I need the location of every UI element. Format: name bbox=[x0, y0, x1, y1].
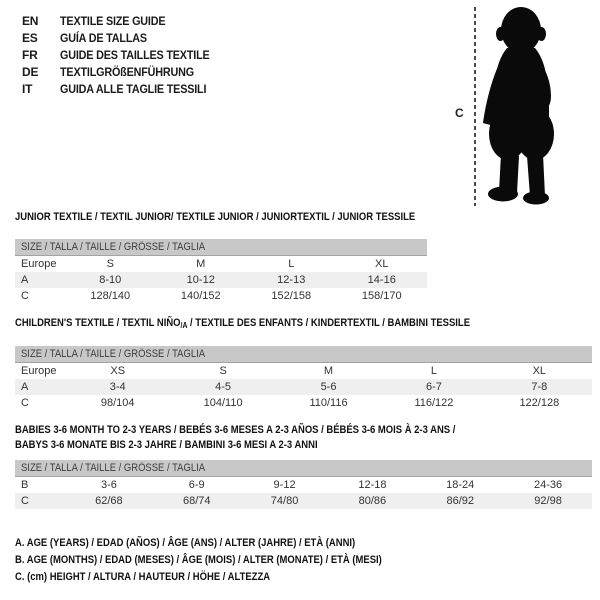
footnote-b bbox=[15, 552, 442, 569]
language-code: IT bbox=[22, 81, 33, 96]
size-bar bbox=[15, 346, 592, 363]
section-title-babies-line1: BABIES 3-6 MONTH TO 2-3 YEARS / BEBÉS 3-6 MESES A 2-3 AÑOS / BÉBÉS 3-6 MOIS À 2-3 ANS / bbox=[15, 424, 456, 436]
value-cell: 98/104 bbox=[100, 397, 135, 409]
table-header-row bbox=[15, 363, 592, 379]
language-title: GUIDA ALLE TAGLIE TESSILI bbox=[60, 81, 207, 96]
table-row-a bbox=[15, 272, 427, 288]
table-row-b bbox=[15, 477, 592, 493]
size-bar-label: SIZE / TALLA / TAILLE / GRÖSSE / TAGLIA bbox=[21, 241, 206, 253]
title-part-sub: /A bbox=[180, 321, 188, 330]
value-cell: 12-13 bbox=[277, 274, 306, 286]
size-header-cell: L bbox=[288, 258, 295, 270]
language-code: EN bbox=[22, 13, 39, 28]
height-measure-label: C bbox=[455, 106, 464, 120]
value-cell: 3-4 bbox=[109, 381, 126, 393]
size-header-cell: XS bbox=[110, 365, 126, 377]
value-cell: 9-12 bbox=[273, 479, 296, 491]
size-bar bbox=[15, 239, 427, 256]
title-part-after: / TEXTILE DES ENFANTS / KINDERTEXTIL / BAMBINI TESSILE bbox=[187, 317, 471, 329]
value-cell: 152/158 bbox=[271, 290, 312, 302]
value-cell: 4-5 bbox=[215, 381, 232, 393]
footnote-c-text: C. (cm) HEIGHT / ALTURA / HAUTEUR / HÖHE / ALTEZZA bbox=[15, 571, 271, 583]
value-cell: 14-16 bbox=[367, 274, 396, 286]
value-cell: 12-18 bbox=[358, 479, 387, 491]
size-bar-label: SIZE / TALLA / TAILLE / GRÖSSE / TAGLIA bbox=[21, 348, 206, 360]
size-header-cell: L bbox=[430, 365, 437, 377]
value-cell: 116/122 bbox=[414, 397, 454, 409]
footnote-c bbox=[15, 569, 442, 586]
row-label: C bbox=[21, 290, 29, 302]
row-label: C bbox=[21, 397, 29, 409]
language-row-en bbox=[22, 12, 226, 29]
value-cell: 140/152 bbox=[180, 290, 221, 302]
value-cell: 5-6 bbox=[320, 381, 337, 393]
value-cell: 7-8 bbox=[531, 381, 548, 393]
value-cell: 62/68 bbox=[95, 495, 123, 507]
footnote-a bbox=[15, 535, 442, 552]
section-title-babies-line2: BABYS 3-6 MONATE BIS 2-3 JAHRE / BAMBINI 3-6 MESI A 2-3 ANNI bbox=[15, 439, 318, 451]
value-cell: 6-9 bbox=[188, 479, 205, 491]
language-title: GUIDE DES TAILLES TEXTILE bbox=[60, 47, 210, 62]
size-header-cell: M bbox=[196, 258, 206, 270]
size-header-cell: S bbox=[219, 365, 227, 377]
table-header-row bbox=[15, 256, 427, 272]
value-cell: 74/80 bbox=[270, 495, 299, 507]
language-title: TEXTILGRÖßENFÜHRUNG bbox=[60, 64, 194, 79]
size-header-cell: XL bbox=[532, 365, 547, 377]
language-code: DE bbox=[22, 64, 39, 79]
value-cell: 104/110 bbox=[203, 397, 243, 409]
children-size-table bbox=[15, 346, 592, 411]
section-title-children-text bbox=[15, 317, 470, 330]
table-row-c bbox=[15, 395, 592, 411]
language-row-de bbox=[22, 63, 226, 80]
row-label: Europe bbox=[21, 365, 57, 377]
height-measure-dashed-line bbox=[474, 7, 476, 206]
value-cell: 80/86 bbox=[358, 495, 387, 507]
language-title: TEXTILE SIZE GUIDE bbox=[60, 13, 166, 28]
size-bar bbox=[15, 460, 592, 477]
language-row-es bbox=[22, 29, 226, 46]
value-cell: 86/92 bbox=[446, 495, 474, 507]
footnote-b-text: B. AGE (MONTHS) / EDAD (MESES) / ÂGE (MOIS) / ALTER (MONATE) / ETÀ (MESI) bbox=[15, 554, 382, 566]
value-cell: 6-7 bbox=[425, 381, 442, 393]
section-title-children bbox=[15, 317, 544, 330]
row-label: A bbox=[21, 274, 29, 286]
value-cell: 8-10 bbox=[99, 274, 122, 286]
baby-silhouette-icon bbox=[481, 6, 567, 207]
section-title-junior bbox=[15, 211, 480, 223]
value-cell: 110/116 bbox=[309, 397, 348, 409]
value-cell: 92/98 bbox=[534, 495, 562, 507]
row-label: B bbox=[21, 479, 29, 491]
babies-size-table bbox=[15, 460, 592, 509]
row-label: A bbox=[21, 381, 29, 393]
language-code: ES bbox=[22, 30, 38, 45]
language-row-it bbox=[22, 80, 226, 97]
section-title-junior-text: JUNIOR TEXTILE / TEXTIL JUNIOR/ TEXTILE JUNIOR / JUNIORTEXTIL / JUNIOR TESSILE bbox=[15, 211, 416, 223]
language-title-list bbox=[22, 12, 226, 97]
title-part-before: CHILDREN'S TEXTILE / TEXTIL NIÑO bbox=[15, 317, 181, 329]
value-cell: 128/140 bbox=[90, 290, 131, 302]
value-cell: 3-6 bbox=[100, 479, 117, 491]
section-title-babies bbox=[15, 423, 527, 453]
junior-size-table bbox=[15, 239, 427, 304]
table-row-c bbox=[15, 493, 592, 509]
value-cell: 68/74 bbox=[182, 495, 211, 507]
value-cell: 10-12 bbox=[186, 274, 215, 286]
language-title: GUÍA DE TALLAS bbox=[60, 30, 147, 45]
value-cell: 122/128 bbox=[519, 397, 560, 409]
size-header-cell: XL bbox=[375, 258, 389, 270]
footnotes bbox=[15, 535, 442, 586]
size-header-cell: M bbox=[323, 365, 334, 377]
row-label: C bbox=[21, 495, 29, 507]
language-code: FR bbox=[22, 47, 38, 62]
size-bar-label: SIZE / TALLA / TAILLE / GRÖSSE / TAGLIA bbox=[21, 462, 206, 474]
table-row-c bbox=[15, 288, 427, 304]
value-cell: 158/170 bbox=[361, 290, 402, 302]
language-row-fr bbox=[22, 46, 226, 63]
value-cell: 18-24 bbox=[446, 479, 475, 491]
row-label: Europe bbox=[21, 258, 57, 270]
footnote-a-text: A. AGE (YEARS) / EDAD (AÑOS) / ÂGE (ANS) / ALTER (JAHRE) / ETÀ (ANNI) bbox=[15, 537, 356, 549]
value-cell: 24-36 bbox=[533, 479, 563, 491]
size-header-cell: S bbox=[106, 258, 114, 270]
table-row-a bbox=[15, 379, 592, 395]
